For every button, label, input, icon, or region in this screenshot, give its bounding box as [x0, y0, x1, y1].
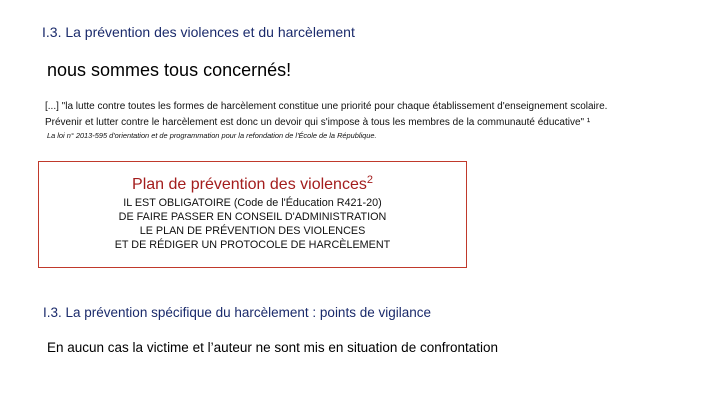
quote-line: [...] "la lutte contre toutes les formes de harcèlement constitue une priorité pour chaque établissement d'enseignement scolaire.	[45, 101, 608, 112]
tagline: nous sommes tous concernés!	[47, 60, 292, 80]
footnote: La loi n° 2013-595 d'orientation et de programmation pour la refondation de l'École de la République.	[47, 131, 377, 140]
plan-title	[39, 174, 466, 194]
prevention-plan-box	[38, 161, 467, 268]
plan-body	[39, 196, 466, 252]
plan-title-footnote-ref: 2	[366, 174, 373, 186]
vigilance-heading: I.3. La prévention spécifique du harcèlement : points de vigilance	[43, 305, 431, 320]
plan-title-text: Plan de prévention des violences	[132, 176, 367, 193]
confrontation-statement: En aucun cas la victime et l’auteur ne sont mis en situation de confrontation	[47, 340, 499, 355]
plan-line: LE PLAN DE PRÉVENTION DES VIOLENCES	[139, 225, 366, 237]
plan-line: DE FAIRE PASSER EN CONSEIL D'ADMINISTRATION	[118, 211, 387, 223]
law-quote	[45, 99, 607, 131]
plan-line: ET DE RÉDIGER UN PROTOCOLE DE HARCÈLEMENT	[114, 239, 391, 251]
plan-line: IL EST OBLIGATOIRE (Code de l'Éducation R421-20)	[123, 197, 382, 209]
quote-line: Prévenir et lutter contre le harcèlement est donc un devoir qui s'impose à tous les membres de la communauté éducative" ¹	[45, 117, 591, 128]
section-heading: I.3. La prévention des violences et du harcèlement	[42, 24, 355, 40]
